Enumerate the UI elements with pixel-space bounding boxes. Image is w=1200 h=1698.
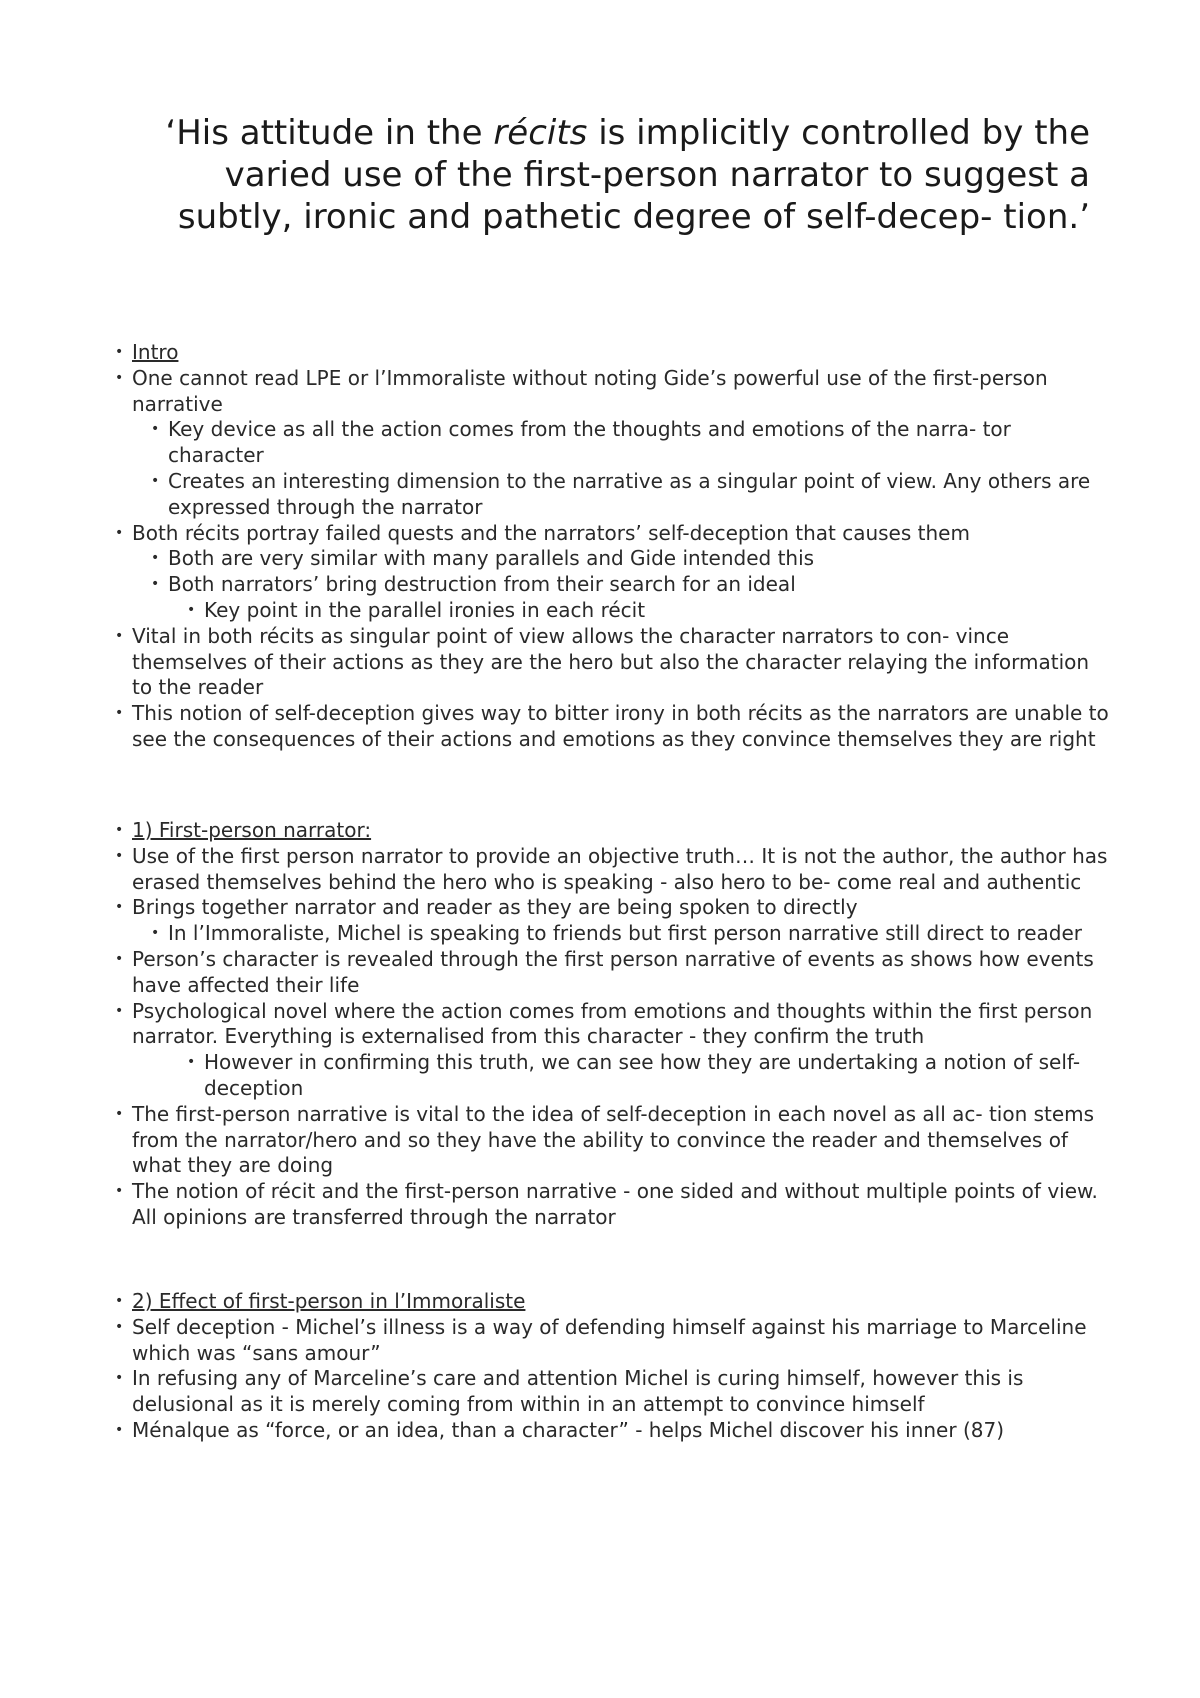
bullet-item: • Ménalque as “force, or an idea, than a character” - helps Michel discover his inner (87) [110,1418,1110,1444]
section-heading: 2) Effect of first-person in l’Immoraliste [132,1289,526,1313]
section-heading: Intro [132,340,179,364]
bullet-item: • Both récits portray failed quests and the narrators’ self-deception that causes them [110,521,1110,547]
sub-bullet-item: • Both narrators’ bring destruction from their search for an ideal [146,572,1110,598]
heading-text-end: is implicitly controlled by the varied use of the first-person narrator to suggest a subtly, ironic and pathetic degree of self-decep- tion.’ [177,113,1090,237]
bullet-item: • Vital in both récits as singular point of view allows the character narrators to con- vince themselves of their actions as they are the hero but also the character relaying the information to the reader [110,624,1110,701]
bullet-item: • Brings together narrator and reader as they are being spoken to directly [110,895,1110,921]
sub-bullet-item: • Both are very similar with many parallels and Gide intended this [146,546,1110,572]
bullet-item: • The first-person narrative is vital to the idea of self-deception in each novel as all ac- tion stems from the narrator/hero and so they have the ability to convince the reader and themselves of what they are doing [110,1102,1110,1179]
heading-text-start: ‘His attitude in the [165,113,494,153]
bullet-item [110,818,1110,844]
sub-bullet-item: • In l’Immoraliste, Michel is speaking to friends but first person narrative still direct to reader [146,921,1110,947]
bullet-item: • One cannot read LPE or l’Immoraliste without noting Gide’s powerful use of the first-person narrative [110,366,1110,418]
bullet-item: • The notion of récit and the first-person narrative - one sided and without multiple points of view. All opinions are transferred through the narrator [110,1179,1110,1231]
intro-section [110,340,1110,753]
heading-italic-term: récits [493,113,588,153]
bullet-item: • Use of the first person narrator to provide an objective truth… It is not the author, the author has erased themselves behind the hero who is speaking - also hero to be- come real and authentic [110,844,1110,896]
bullet-item: • In refusing any of Marceline’s care and attention Michel is curing himself, however this is delusional as it is merely coming from within in an attempt to convince himself [110,1366,1110,1418]
effect-first-person-section [110,1289,1110,1444]
bullet-item: • Self deception - Michel’s illness is a way of defending himself against his marriage to Marceline which was “sans amour” [110,1315,1110,1367]
bullet-item: • Person’s character is revealed through the first person narrative of events as shows how events have affected their life [110,947,1110,999]
sub-sub-bullet-item: • Key point in the parallel ironies in each récit [182,598,1110,624]
first-person-narrator-section [110,818,1110,1231]
bullet-item [110,1289,1110,1315]
bullet-item [110,340,1110,366]
section-heading: 1) First-person narrator: [132,818,372,842]
bullet-item: • Psychological novel where the action comes from emotions and thoughts within the first person narrator. Everything is externalised from this character - they confirm the truth [110,999,1110,1051]
bullet-item: • This notion of self-deception gives way to bitter irony in both récits as the narrators are unable to see the consequences of their actions and emotions as they convince themselves they are right [110,701,1110,753]
sub-sub-bullet-item: • However in confirming this truth, we can see how they are undertaking a notion of self-deception [182,1050,1110,1102]
sub-bullet-item: • Key device as all the action comes from the thoughts and emotions of the narra- tor character [146,417,1110,469]
sub-bullet-item: • Creates an interesting dimension to the narrative as a singular point of view. Any others are expressed through the narrator [146,469,1110,521]
essay-question-heading [110,112,1090,238]
